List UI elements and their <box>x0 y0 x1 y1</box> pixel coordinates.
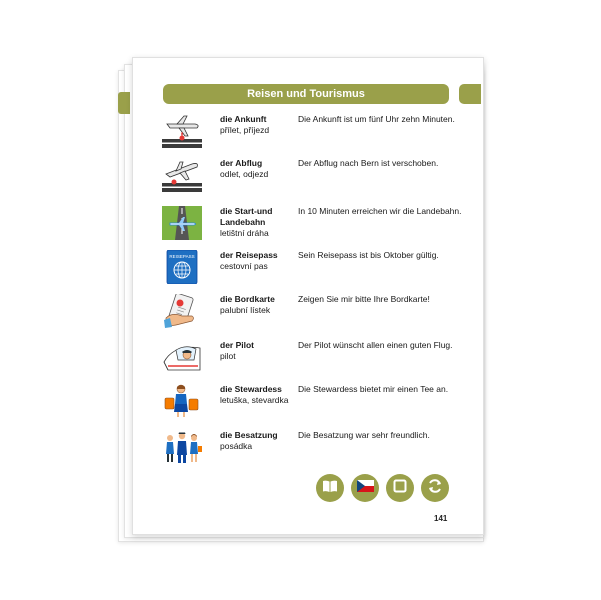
german-word: die Stewardess <box>220 384 282 394</box>
card-button[interactable] <box>386 474 414 502</box>
vocab-entry[interactable] <box>162 382 462 426</box>
czech-translation: palubní lístek <box>220 305 271 315</box>
german-word: die Besatzung <box>220 430 278 440</box>
section-header <box>163 84 449 104</box>
czech-translation: letištní dráha <box>220 228 269 238</box>
language-button[interactable] <box>351 474 379 502</box>
example-sentence: Die Stewardess bietet mir einen Tee an. <box>298 384 449 394</box>
plane-arrival-icon <box>162 114 202 148</box>
example-sentence: Die Besatzung war sehr freundlich. <box>298 430 430 440</box>
flip-button[interactable] <box>421 474 449 502</box>
czech-translation: cestovní pas <box>220 261 268 271</box>
czech-translation: letuška, stevardka <box>220 395 289 405</box>
czech-translation: odlet, odjezd <box>220 169 269 179</box>
vocab-entry[interactable] <box>162 204 462 248</box>
vocab-entry[interactable] <box>162 292 462 336</box>
german-word: der Reisepass <box>220 250 278 260</box>
german-word: die Start-und Landebahn <box>220 206 273 227</box>
example-sentence: Der Abflug nach Bern ist verschoben. <box>298 158 439 168</box>
german-word: die Bordkarte <box>220 294 275 304</box>
german-word: der Abflug <box>220 158 263 168</box>
square-icon <box>393 479 407 498</box>
czech-translation: posádka <box>220 441 253 451</box>
example-sentence: Der Pilot wünscht allen einen guten Flug. <box>298 340 453 350</box>
book-icon <box>322 479 338 498</box>
vocab-entry[interactable] <box>162 156 462 200</box>
refresh-icon <box>427 478 443 499</box>
boarding-pass-icon <box>162 294 202 328</box>
plane-departure-icon <box>162 158 202 192</box>
example-sentence: Zeigen Sie mir bitte Ihre Bordkarte! <box>298 294 430 304</box>
crew-icon <box>162 430 202 464</box>
german-word: die Ankunft <box>220 114 267 124</box>
passport-cover-text: REISEPASS <box>169 254 195 259</box>
czech-translation: přílet, příjezd <box>220 125 270 135</box>
czech-translation: pilot <box>220 351 236 361</box>
vocab-entry[interactable] <box>162 338 462 382</box>
passport-icon <box>162 250 202 284</box>
example-sentence: Die Ankunft ist um fünf Uhr zehn Minuten. <box>298 114 455 124</box>
czech-flag-icon <box>357 479 374 497</box>
pilot-icon <box>162 340 202 374</box>
runway-icon <box>162 206 202 240</box>
page-side-tab <box>459 84 481 104</box>
book-button[interactable] <box>316 474 344 502</box>
vocab-entry[interactable] <box>162 428 462 472</box>
example-sentence: In 10 Minuten erreichen wir die Landebahn. <box>298 206 462 216</box>
vocab-entry[interactable] <box>162 248 462 292</box>
page-number: 141 <box>434 514 448 523</box>
example-sentence: Sein Reisepass ist bis Oktober gültig. <box>298 250 439 260</box>
german-word: der Pilot <box>220 340 255 350</box>
section-title: Reisen und Tourismus <box>247 88 365 100</box>
stewardess-icon <box>162 384 202 418</box>
back-sheet-tab <box>118 92 130 114</box>
vocab-entry[interactable] <box>162 112 462 156</box>
